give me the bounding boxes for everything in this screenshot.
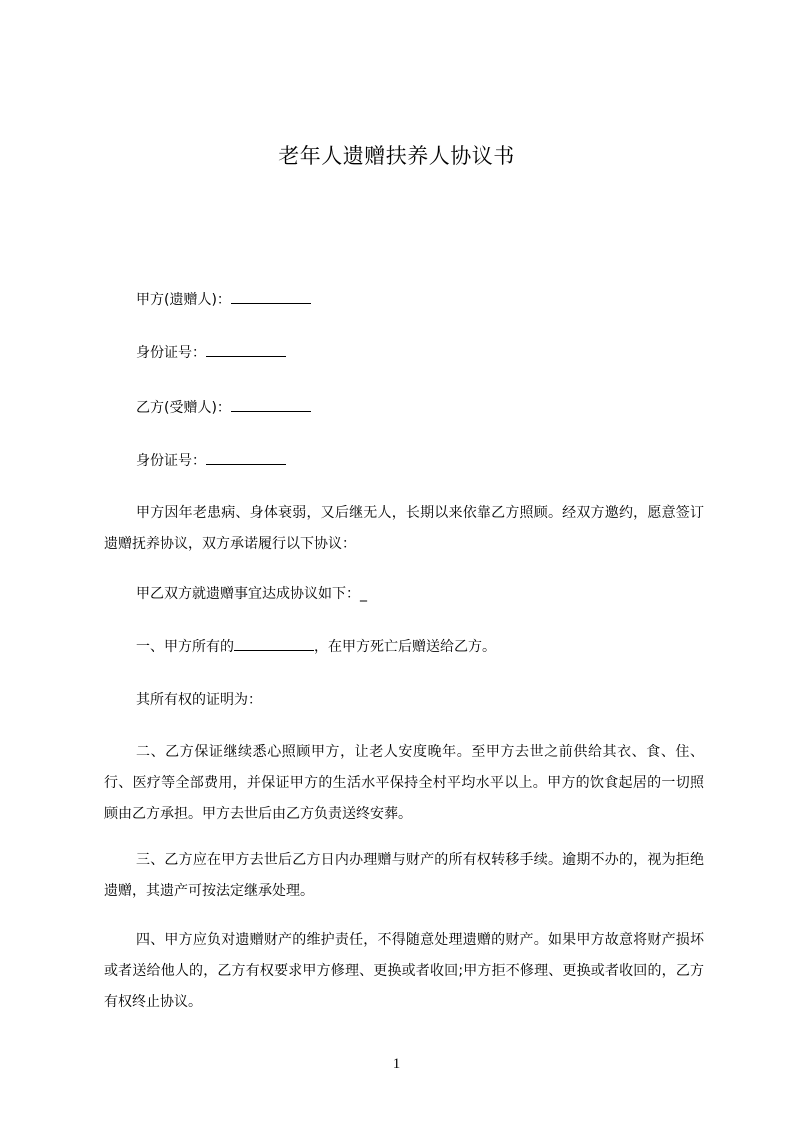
page-number: 1 (392, 1056, 401, 1072)
party-a-blank (231, 289, 311, 304)
party-b-id-blank (206, 450, 286, 465)
clause-1-suffix: ，在甲方死亡后赠送给乙方。 (314, 639, 496, 655)
party-b-line (136, 397, 311, 419)
party-a-id-label: 身份证号： (136, 345, 206, 361)
party-b-blank (231, 397, 311, 412)
clause-1-prefix: 一、甲方所有的 (136, 639, 234, 655)
clause-3: 三、乙方应在甲方去世后乙方日内办理赠与财产的所有权转移手续。逾期不办的，视为拒绝遗赠，其遗产可按法定继承处理。 (104, 852, 704, 899)
party-b-label: 乙方(受赠人)： (136, 400, 231, 416)
clause-4: 四、甲方应负对遗赠财产的维护责任，不得随意处理遗赠的财产。如果甲方故意将财产损坏或者送给他人的，乙方有权要求甲方修理、更换或者收回;甲方拒不修理、更换或者收回的，乙方有权终止协议。 (104, 932, 704, 1010)
clause-1-blank (234, 636, 314, 651)
intro-paragraph: 甲方因年老患病、身体衰弱，又后继无人，长期以来依靠乙方照顾。经双方邀约，愿意签订遗赠抚养协议，双方承诺履行以下协议： (104, 505, 704, 552)
party-b-id-line (136, 450, 286, 472)
document-title: 老年人遗赠扶养人协议书 (278, 144, 515, 168)
clause-2: 二、乙方保证继续悉心照顾甲方，让老人安度晚年。至甲方去世之前供给其衣、食、住、行、医疗等全部费用，并保证甲方的生活水平保持全村平均水平以上。甲方的饮食起居的一切照顾由乙方承担。甲方去世后由乙方负责送终安葬。 (104, 744, 704, 822)
ownership-proof: 其所有权的证明为： (136, 692, 262, 708)
clause-1 (136, 636, 496, 658)
party-a-id-blank (206, 342, 286, 357)
party-b-id-label: 身份证号： (136, 453, 206, 469)
party-a-label: 甲方(遗赠人)： (136, 292, 231, 308)
party-a-line (136, 289, 311, 311)
party-a-id-line (136, 342, 286, 364)
agreement-line: 甲乙双方就遗赠事宜达成协议如下：_ (136, 586, 367, 602)
